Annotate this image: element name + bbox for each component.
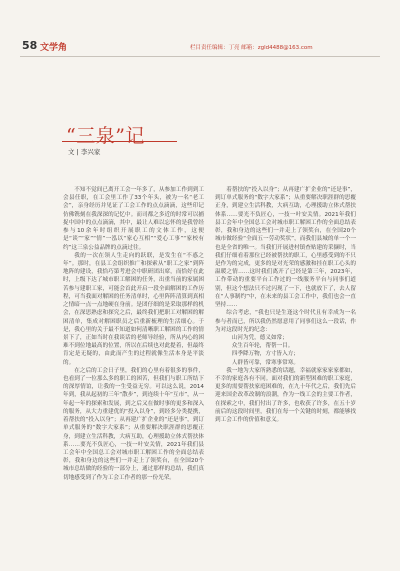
paragraph: 我的一次在领人生走向的跃联，是发生在“不惑之年”。那时，在县工会组织推广和探索从“职工之家”到阵地阵的建设，我恰巧第考进会中职研团出席，而恰好在此时，上级下达了城市职工解困的任务，出重当前的家属困苦参与建职工家，可能会首此开启一段全面解困的工作历程，可当我面对解困的任务清单时，心里阵阵清算到真相之情暗一点一点地硬在身前。是团仔细的是采取那样的机会，在深思熟虑和探究之后，最终我们把职工对解困的解困清单，集成对解困职员之后重新梳理的生活细心。于是，我心里的关于最不知道如何清晰职工解困的工作的情景下了，正如当时在我谈话的老师导经验，所从内心的困难不到位地最高的位置，所以在后续也对此提着，但最终肯定是无疑的，由此而产生的过程就像生活本身是平淡的。	[63, 252, 204, 366]
left-column	[63, 186, 204, 482]
byline: 文 | 李兴家	[68, 148, 101, 156]
paragraph: 我一地为大家所熟悉的话题，幸福就家家家家都如，不幸的家庭各有不同。面对我们的新型困难的职工家庭，更多的需要帮扶家庭困难的，在九十年代之后，我们先后迎来国企改革改制的浪潮，作为一线工会的主要工作者，在探索之中，我们付出了许多，也收获了许多，在五十岁前后的这段时间里，我们在每一个关键的时刻，都能够找到工会工作的价值和意义。	[215, 367, 356, 424]
editor-info: 栏目责任编辑：丁亮 邮箱：zgld4488@163.com	[190, 45, 313, 51]
right-column	[215, 186, 356, 424]
header-rule	[20, 56, 380, 57]
paragraph: 着帮扶的“投入以身”；从再建广扩企业的“还是事”，到订单式服务的“数字大家系”；从重要解决职涯群的思覆正身，到建立生活科教，大病互助，心理援助立体式帮扶体系……要光不负匠心，一技一叶安关情。2021年我们县工会年中全国总工会对城市职工解困工作的全面总结表彰，我和身边的这些们一并走上了领奖台，在全国20个城市做经验“全面五一劳动奖状”，而我们县城的单一个一也是全省的唯一。当我们开展进村镇查贴建的采撷时，当我们仔细看着那位已经被帮扶的职工，心里感受到的不只是作为的完成，更多的是对光荣的感激和挂在职工心头的温暖之情……这时我们离开了已经是第三年，2023年，工作带动的重要平台工作过的一线服务平台与同事们道别，但这个想法只不过闪现了一下，也就放下了，去人留在“人事制约”中，在未来的县工会工作中，我们也会一直坚持……	[215, 187, 356, 309]
poem-line: 众生百年轮，帮帮一目。	[231, 343, 294, 350]
poem-line: 四季降万物，方寸皆入方；	[231, 351, 299, 358]
paragraph: 不知不觉间已离开工会一年多了，从参加工作到到工会县任职，在工会里工作了33个年头，被为一名“老工会”，亲身经历并见证了工会工作的点点滴滴，这些印记仿佛镌刻在我深深的记忆中。而司都之多近的时常可以捕捉中国中的点点滴滴，其中，最让人难以忘怀的是我曾经参与10余年时组织开展职工的文体工作，这便是“谈”“家”“情”一泓以“家心互相”“爱心工事”“家校有约”这三泉公益品牌的点滴过往。	[63, 187, 204, 251]
poem-line: 人群皆可靠，常寒事常寒。	[231, 359, 299, 366]
section-label: 文学角	[40, 43, 68, 53]
paragraph: 综合考虑，“我也只是生逢这个时代且有幸成为一名参与者而已，所以我仍然愿意用了同事们这么一段话，作为对这段时光的纪念：	[215, 310, 356, 333]
byline-rule	[62, 141, 177, 142]
page-number: 58	[22, 39, 38, 52]
poem-line: 山河为凭，德义如常；	[231, 334, 288, 341]
article-title: “三泉”记	[66, 125, 145, 147]
paragraph: 在之后的工会日子里，我们的心里有着很多的事件，也看到了一位那么多的职工的困苦，但我们与职工所结下的深厚情谊，让我的一生受益无穷。可以这么说，2014年到，我从起初的三年“散步”，到连续十年“互市”，从一年起一年的探索和发展，到之后又在做时事的更多和深入的服务，从大力重建优的“投入以身”，到经多分类提携，着帮扶的“投入以身”；从再建广扩企业的“还是事”，到订单式服务的“数字大家系”；从重要解决职涯群的思覆正身，到建立生活科教，大病互助，心理援助立体式帮扶体系……要光不负匠心，一技一叶安关情，2021年我们县工会年中全国总工会对城市职工解困工作的全面总结表彰，我和身边的这些们一并走上了领奖台，在全国20个城市总结做的经验的一部分上，通过那样的总结，我们真切地感受到了作为工会工作者的那一份光荣。	[63, 367, 204, 481]
